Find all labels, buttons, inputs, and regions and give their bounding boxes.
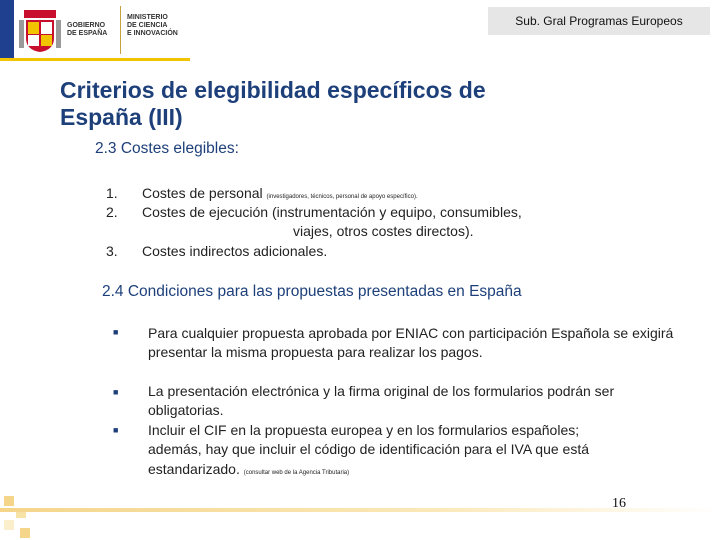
list-item: Costes indirectos adicionales. bbox=[142, 243, 328, 259]
square-bullet-icon: ■ bbox=[113, 425, 119, 435]
logo-separator bbox=[120, 6, 121, 54]
decorative-squares bbox=[0, 490, 40, 540]
section-heading-costs: 2.3 Costes elegibles: bbox=[95, 140, 239, 157]
list-item: Costes de ejecución (instrumentación y equipo, consumibles, bbox=[142, 204, 522, 220]
list-item-continuation: viajes, otros costes directos). bbox=[293, 223, 474, 239]
bullet-item: Para cualquier propuesta aprobada por ENIAC con participación Española se exigirá presentar la misma propuesta para realizar los pagos. bbox=[148, 325, 674, 361]
bullet-item: La presentación electrónica y la firma original de los formularios podrán ser obligatorias. bbox=[148, 383, 615, 419]
bullet-item-note: (consultar web de la Agencia Tributaria) bbox=[243, 469, 350, 476]
title-line-2: España (III) bbox=[60, 104, 183, 130]
slide-title bbox=[60, 77, 620, 131]
bullet-item bbox=[148, 421, 608, 483]
gov-logo-text: GOBIERNO DE ESPAÑA bbox=[67, 22, 108, 37]
list-item-text: Costes de personal bbox=[142, 185, 263, 201]
coat-of-arms-icon bbox=[18, 6, 62, 54]
list-number: 3. bbox=[106, 243, 118, 259]
ministry-logo-text: MINISTERIO DE CIENCIA E INNOVACIÓN bbox=[127, 14, 178, 37]
header-tag: Sub. Gral Programas Europeos bbox=[488, 7, 710, 35]
ministry-logo bbox=[0, 0, 190, 60]
square-bullet-icon: ■ bbox=[113, 327, 119, 337]
page-number: 16 bbox=[612, 496, 626, 511]
list-number: 1. bbox=[106, 185, 118, 201]
title-line-1: Criterios de elegibilidad específicos de bbox=[60, 77, 486, 103]
eu-stars-stripe bbox=[0, 0, 14, 60]
logo-underline bbox=[0, 58, 190, 61]
square-bullet-icon: ■ bbox=[113, 387, 119, 397]
list-item-note: (investigadores, técnicos, personal de apoyo específico). bbox=[266, 194, 418, 200]
list-number: 2. bbox=[106, 204, 118, 220]
section-heading-conditions: 2.4 Condiciones para las propuestas presentadas en España bbox=[102, 283, 522, 300]
bullet-item-text: Incluir el CIF en la propuesta europea y en los formularios españoles; además, hay que incluir el código de identificación para el IVA que está estandarizado. bbox=[148, 422, 590, 477]
